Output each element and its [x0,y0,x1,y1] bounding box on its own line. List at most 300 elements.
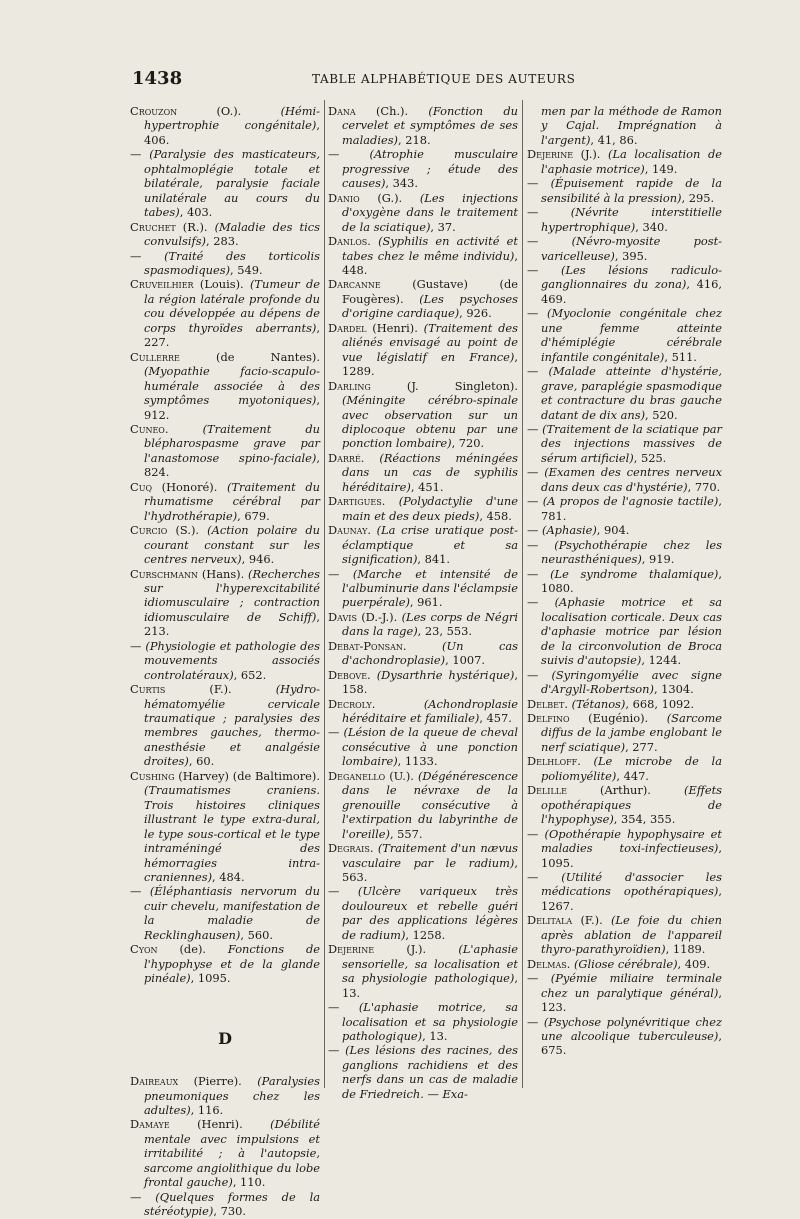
author-detail: . [577,754,594,769]
page-refs: , 451. [410,479,444,494]
work-title: (Psychose polynévritique chez une alcoolique tuberculeuse) [541,1014,722,1043]
work-title: (Quelques formes de la stéréotypie) [144,1189,321,1219]
index-entry [527,711,722,754]
page-refs: , 283. [205,234,239,249]
page-refs: , 1095. [190,971,231,986]
index-entry [130,567,320,639]
page-refs: , 484. [212,870,245,885]
work-title: men par la méthode de Ramon y Cajal. Imprégnation à l'argent) [541,104,722,147]
author-detail: (J.). [374,942,459,957]
author-detail: (Henri). [169,1117,271,1132]
author-detail: (F.). [165,682,276,697]
page-refs: , 1133. [397,754,438,769]
author-name: Davis [328,609,357,624]
page-refs: , 409. [677,956,711,971]
work-title: (Le microbe de la poliomyélite) [541,754,722,783]
work-title: (Syringomyélie avec signe d'Argyll-Robertson) [541,667,722,697]
page-refs: , 41, 86. [590,132,638,147]
page-refs: , 37. [430,219,456,234]
author-detail: (F.). [572,913,611,928]
work-title: (Hydro-hématomyélie cervicale traumatique ; paralysies des membres gauches, thermo-anesthésie et analgésie droites) [144,682,320,769]
page-refs: , 403. [179,205,213,220]
page-refs: , 340. [635,219,668,234]
index-entry [130,422,320,480]
author-name: Dartigues [328,494,382,509]
page-refs: , 919. [641,552,675,567]
author-detail: (J. Singleton). [370,378,518,393]
index-entry [527,567,722,596]
author-detail: (R.). [175,219,215,234]
page-refs: , 1189. [665,942,706,957]
index-entry [527,783,722,826]
author-name: — [527,421,543,436]
index-entry [328,610,518,639]
work-title: (Traité des torticolis spasmodiques) [144,248,321,277]
index-entry [527,697,722,711]
work-title: (La localisation de l'aphasie motrice) [541,147,722,176]
page-refs: , 354, 355. [613,812,676,827]
author-name: Cruveilhier [130,277,194,292]
author-name: — [527,205,571,220]
work-title: (Marche et intensité de l'albuminurie dans l'éclampsie puerpérale) [342,566,519,610]
work-title: (Paralysie des masticateurs, ophtalmoplégie totale et bilatérale, paralysie faciale unilatérale au cours du tabes) [144,147,321,220]
author-name: Delbet [527,696,565,711]
author-name: Deganello [328,768,386,783]
index-entry [527,176,722,205]
index-entry [328,1000,518,1043]
page-refs: , 1095. [541,841,722,870]
author-name: — [527,494,543,509]
work-title: (Atrophie musculaire progressive ; étude des causes) [342,147,518,191]
index-entry [527,465,722,494]
page-refs: , 668, 1092. [625,696,695,711]
work-title: (Épuisement rapide de la sensibilité à la pression) [541,176,722,205]
work-title: (Tumeur de la région latérale profonde du cou développée au dépens de corps thyroïdes aberrants) [144,277,320,335]
work-title: (Réactions méningées dans un cas de syphilis héréditaire) [342,450,518,494]
author-name: Decroly [328,696,372,711]
work-title: (Physiologie et pathologie des mouvements associés controlatéraux) [144,638,320,682]
page-refs: , 213. [144,609,320,639]
running-title: TABLE ALPHABÉTIQUE DES AUTEURS [312,72,576,86]
index-entry [527,306,722,364]
author-detail: (U.). [385,768,418,783]
author-name: — [527,1014,544,1029]
author-name: Dejerine [328,942,375,957]
index-entry [527,668,722,697]
index-entry [130,523,320,566]
page-refs: , 675. [541,1029,722,1058]
index-entry [527,263,722,306]
index-entry [527,147,722,176]
index-entry [527,234,722,263]
author-detail: . [367,523,377,538]
work-title: (Action polaire du courant constant sur les centres nerveux) [144,523,320,567]
author-name: — [527,595,555,610]
page-refs: , 525. [633,450,667,465]
index-entry [527,754,722,783]
author-name: — [130,147,150,162]
work-title: (Sarcome diffus de la jambe englobant le nerf sciatique) [541,711,722,754]
author-detail: (Louis). [193,277,250,292]
author-name: Darling [328,378,371,393]
index-entry [130,249,320,278]
work-title: Fonctions de l'hypophyse et de la glande pinéale) [144,942,320,986]
index-entry [527,870,722,913]
page-refs: , 406. [144,118,320,147]
author-name: — [527,667,552,682]
work-title: (Opothérapie hypophysaire et maladies toxi-infectieuses) [541,826,723,856]
author-name: Curtis [130,682,166,697]
work-title: (Myopathie facio-scapulo-humérale associée à des symptômes myotoniques) [144,364,320,408]
index-entry [527,913,722,956]
page-refs: , 720. [451,436,485,451]
page-refs: , 13. [422,1029,448,1043]
author-name: Danio [328,190,360,205]
author-name: Cyon [130,942,158,957]
index-entry [527,523,722,537]
author-name: Debat-Ponsan [328,638,403,653]
author-name: Cuneo [130,421,165,436]
work-title: (Le foie du chien après ablation de l'appareil thyro-parathyroïdien) [541,913,723,957]
author-name: — [527,826,545,841]
author-name: — [328,1043,346,1058]
page-refs: , 218. [398,132,431,147]
author-name: — [527,465,545,480]
author-detail: (Honoré). [152,479,228,494]
author-name: Delfino [527,711,570,726]
index-entry [527,538,722,567]
page-refs: , 295. [681,190,715,205]
author-name: — [130,638,146,653]
author-name: Dana [328,104,356,118]
work-title: (Traitement des aliénés envisagé au point de vue législatif en France) [342,320,518,364]
author-name: Cullerre [130,349,180,364]
page-refs: , 149. [644,161,678,176]
author-detail: . [402,638,443,653]
page-refs: , 458. [479,508,512,523]
work-title: (Examen des centres nerveux dans deux cas d'hystérie) [541,465,722,494]
work-title: (Utilité d'associer les médications opothérapiques) [541,870,723,899]
index-entry [328,451,518,494]
work-title: (Pyémie miliaire terminale chez un paralytique général) [541,971,722,1000]
page-refs: , 1304. [653,682,694,697]
author-detail: (Harvey) (de Baltimore). [174,768,320,783]
index-entry [527,494,722,523]
work-title: (A propos de l'agnosie tactile) [542,494,719,509]
index-entry [130,942,320,985]
page-refs: , 1258. [405,927,446,942]
author-detail: . [360,450,380,465]
page-refs: , 824. [144,450,320,480]
column-divider [522,100,523,1088]
page-refs: , 1007. [445,653,485,668]
work-title: (Ulcère variqueux très douloureux et rebelle guéri par des applications légères de radium) [342,884,518,942]
index-entry [130,350,320,422]
index-entry [130,147,320,219]
author-detail: (Pierre). [178,1074,258,1089]
page-refs: , 904. [596,523,630,538]
page-refs: , 116. [190,1103,224,1117]
index-entry [130,220,320,249]
author-detail: (Eugénio). [569,711,667,726]
author-detail: . [367,667,377,682]
author-name: — [527,971,551,986]
work-title: (Traumatismes craniens. Trois histoires cliniques illustrant le type extra-dural, le type sous-cortical et le type intraméningé des hémorragies intra-craniennes) [144,783,320,885]
author-name: — [130,884,150,899]
author-detail: . [371,696,424,711]
index-entry [527,971,722,1014]
work-title: (Maladie des tics convulsifs) [144,219,321,249]
author-name: Degrais [328,841,370,856]
page-refs: , 560. [240,927,273,942]
work-title: (Traitement d'un nævus vasculaire par le radium) [342,841,518,870]
author-detail: (G.). [359,190,420,205]
work-title: (Aphasie) [542,523,597,538]
author-name: — [328,566,353,581]
index-entry [328,725,518,768]
page-number: 1438 [132,68,183,89]
work-title: (Syphilis en activité et tabes chez le même individu) [342,234,518,263]
index-entry [328,841,518,884]
page-refs: , 557. [389,826,423,841]
work-title: (Névrite interstitielle hypertrophique) [541,205,722,234]
author-name: — [328,1000,359,1015]
page-refs: , 946. [241,552,275,567]
page-refs: , 1080. [541,566,723,595]
author-name: — [328,725,344,740]
author-name: Daunay [328,523,368,538]
author-name: — [130,248,165,263]
page-refs: , 416, 469. [541,277,722,306]
author-detail: . [381,494,399,509]
page-refs: , 448. [342,248,518,277]
author-name: Delmas [527,956,567,971]
index-entry [130,1117,320,1189]
page-refs: , 343. [385,176,418,191]
index-entry [328,1043,518,1101]
index-entry [328,234,518,277]
index-entry [328,942,518,1000]
author-name: — [328,884,358,899]
index-entry [328,697,518,726]
author-name: — [527,566,551,581]
author-name: Damaye [130,1117,170,1132]
page-refs: , 23, 553. [417,624,472,639]
author-detail: (D.-J.). [356,609,402,624]
author-detail: (Hans). [198,566,249,581]
work-title: (Recherches sur l'hyperexcitabilité idiomusculaire ; contraction idiomusculaire de Schiff) [144,566,320,624]
index-entry [328,884,518,942]
author-name: Delille [527,783,567,798]
index-entry [527,422,722,465]
index-entry [328,379,518,451]
author-detail: (O.). [177,104,281,118]
author-detail: . [564,696,572,711]
work-title: (Éléphantiasis nervorum du cuir chevelu, manifestation de la maladie de Recklinghausen) [144,884,320,942]
author-detail: (J.). [573,147,608,162]
index-entry [328,147,518,190]
index-entry [130,769,320,885]
author-name: — [527,364,549,379]
author-detail: . [369,841,378,856]
work-title: (Méningite cérébro-spinale avec observation sur un diplocoque obtenu par une ponction lombaire) [342,393,518,451]
page-header [132,68,722,92]
author-detail: (de Nantes). [179,349,320,364]
index-entry [328,639,518,668]
author-detail: (Ch.). [355,104,429,118]
author-name: Curschmann [130,566,199,581]
index-entry [328,769,518,841]
author-name: — [527,262,562,277]
work-title: (Dysarthrie hystérique) [376,667,515,682]
letter-heading: D [218,1028,232,1048]
author-detail: (Henri). [366,320,424,335]
work-title: (Fonction du cervelet et symptômes de ses maladies) [342,104,518,147]
index-entry [328,104,518,147]
page-refs: , 912. [144,393,320,422]
page-refs: , 926. [459,306,492,321]
author-name: — [527,234,572,249]
index-entry [527,1015,722,1058]
work-title: (Les corps de Négri dans la rage) [342,609,519,639]
work-title: (La crise uratique post-éclamptique et sa signification) [342,523,518,567]
author-detail: (Arthur). [566,783,684,798]
page-refs: , 277. [625,739,658,754]
index-entry [328,668,518,697]
work-title: (Psychothérapie chez les neurasthéniques) [541,537,722,567]
page-refs: , 961. [409,595,443,610]
author-detail: (Gustave) (de Fougères). [342,277,518,306]
work-title: (Effets opothérapiques de l'hypophyse) [541,783,722,827]
index-entry [527,364,722,422]
page-refs: , 730. [213,1204,246,1219]
work-title: (Lésion de la queue de cheval consécutive à une ponction lombaire) [342,725,518,769]
work-title: (Un cas d'achondroplasie) [342,638,518,668]
work-title: (Malade atteinte d'hystérie, grave, paraplégie spasmodique et contracture du bras gauche datant de dix ans) [541,364,722,422]
index-entry [527,104,722,147]
work-title: (Névro-myosite post-varicelleuse) [541,234,723,263]
page-refs: , 13. [342,971,518,1000]
page-refs: , 652. [233,667,267,682]
work-title: (L'aphasie sensorielle, sa localisation et sa physiologie pathologique) [342,942,518,986]
author-detail: (de). [157,942,228,957]
index-entry [130,884,320,942]
column-divider [324,100,325,1088]
index-entry [328,321,518,379]
author-name: Danlos [328,234,368,249]
index-entry [130,277,320,349]
work-title: (Aphasie motrice et sa localisation corticale. Deux cas d'aphasie motrice par lésion de la circonvolution de Broca suivis d'autopsie) [541,595,722,668]
column-3 [527,104,722,1058]
column-1 [130,104,320,1219]
author-name: — [328,147,370,162]
work-title: (Les lésions radiculo-ganglionnaires du zona) [541,262,722,292]
index-entry [527,957,722,971]
work-title: (L'aphasie motrice, sa localisation et sa physiologie pathologique) [342,1000,519,1043]
author-detail: . [367,234,379,249]
index-entry [130,1190,320,1219]
author-name: — [527,176,551,191]
work-title: (Le syndrome thalamique) [550,566,719,581]
page-refs: , 679. [237,508,270,523]
author-name: — [527,537,555,552]
work-title: (Traitement de la sciatique par des injections massives de sérum artificiel) [541,421,722,465]
author-name: Cruchet [130,219,176,234]
work-title: (Polydactylie d'une main et des deux pieds) [342,494,518,523]
page-refs: , 227. [144,320,320,350]
work-title: (Gliose cérébrale) [573,956,678,971]
author-detail: . [164,421,203,436]
index-entry [527,205,722,234]
work-title: (Paralysies pneumoniques chez les adultes) [144,1074,320,1117]
author-name: Delitala [527,913,573,928]
index-entry [527,827,722,870]
index-entry [527,595,722,667]
page-refs: , 520. [645,407,678,422]
author-name: Dejerine [527,147,574,162]
page-refs: , 563. [342,855,518,885]
work-title: (Les lésions des racines, des ganglions rachidiens et des nerfs dans un cas de maladie de Friedreich. — Exa- [342,1043,519,1101]
page-refs: , 1289. [342,349,518,379]
page-refs: , 781. [541,494,722,523]
author-name: Curcio [130,523,168,538]
author-name: Cushing [130,768,175,783]
author-name: — [130,1189,156,1204]
page-refs: , 549. [230,262,263,277]
work-title: (Dégénérescence dans le névraxe de la grenouille consécutive à l'extirpation du labyrinthe de l'oreille) [342,768,518,841]
author-name: — [527,523,543,538]
index-entry [130,1074,320,1117]
work-title: (Achondroplasie héréditaire et familiale) [342,696,518,726]
page-refs: , 123. [541,985,722,1015]
page-refs: , 511. [664,349,697,364]
index-entry [130,104,320,147]
author-name: Daireaux [130,1074,179,1089]
page-refs: , 770. [687,479,721,494]
author-detail: (S.). [167,523,208,538]
page-refs: , 110. [232,1175,266,1190]
work-title: (Traitement du blépharospasme grave par l'anastomose spino-faciale) [144,421,320,465]
author-name: Delhloff [527,754,578,769]
author-name: Debove [328,667,368,682]
author-detail: . [566,956,574,971]
author-name: Crouzon [130,104,178,118]
work-title: (Myoclonie congénitale chez une femme atteinte d'hémiplégie cérébrale infantile congénitale) [541,306,722,364]
author-name: — [527,306,547,321]
author-name: Cuq [130,479,153,494]
work-title: (Les injections d'oxygène dans le traitement de la sciatique) [342,190,518,234]
index-entry [328,494,518,523]
author-name: Dardel [328,320,367,335]
work-title: (Tétanos) [571,696,626,711]
index-entry [328,523,518,566]
work-title: (Hémi-hypertrophie congénitale) [144,104,320,133]
page-refs: , 60. [188,754,215,769]
work-title: (Traitement du rhumatisme cérébral par l'hydrothérapie) [144,479,320,523]
author-name: — [527,870,562,885]
page-refs: , 1244. [641,653,682,668]
page-refs: , 1267. [541,884,722,913]
page-refs: , 395. [614,248,648,263]
index-entry [328,277,518,320]
column-2 [328,104,518,1101]
page-refs: , 158. [342,667,518,697]
work-title: (Les psychoses d'origine cardiaque) [342,291,518,321]
index-entry [130,639,320,682]
work-title: (Débilité mentale avec impulsions et irritabilité ; à l'autopsie, sarcome angiolithique du lobe frontal gauche) [144,1117,320,1190]
page-refs: , 457. [479,711,512,726]
author-name: Darcanne [328,277,381,292]
